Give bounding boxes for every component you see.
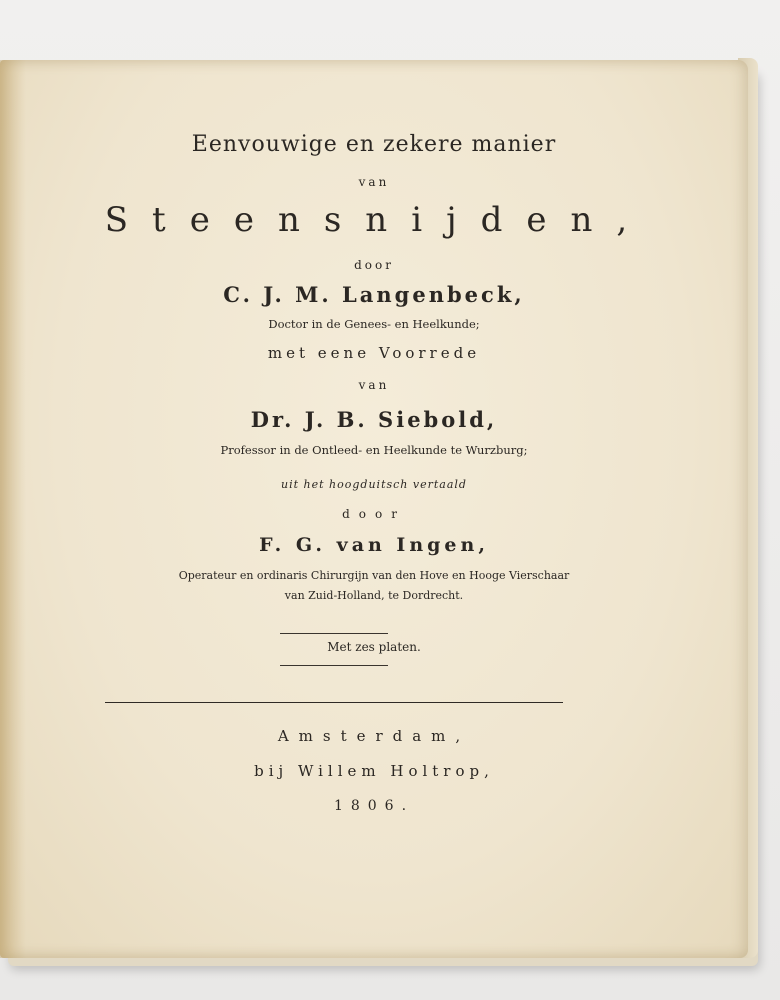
title-line-1: Eenvouwige en zekere manier bbox=[191, 132, 557, 157]
plates-note: Met zes platen. bbox=[327, 640, 421, 654]
plates-rule-bottom bbox=[280, 665, 388, 666]
translator-title-1: Operateur en ordinaris Chirurgijn van den Hove en Hooge Vierschaar bbox=[178, 569, 570, 582]
title-line-door: door bbox=[354, 258, 394, 272]
imprint-year: 1806. bbox=[333, 798, 415, 814]
translator-name: F. G. van Ingen, bbox=[259, 534, 489, 556]
author-title: Doctor in de Genees- en Heelkunde; bbox=[268, 317, 480, 331]
imprint-publisher: bij Willem Holtrop, bbox=[254, 762, 494, 780]
title-page bbox=[0, 60, 748, 958]
translator-title-2: van Zuid-Holland, te Dordrecht. bbox=[284, 589, 464, 602]
title-block bbox=[0, 60, 748, 958]
preface-author: Dr. J. B. Siebold, bbox=[250, 407, 498, 432]
translation-note: uit het hoogduitsch vertaald bbox=[281, 478, 467, 491]
imprint-city: Amsterdam, bbox=[277, 727, 471, 745]
title-line-van: van bbox=[358, 175, 390, 189]
imprint-rule bbox=[105, 702, 563, 703]
preface-van: van bbox=[358, 378, 390, 392]
preface-author-title: Professor in de Ontleed- en Heelkunde te Wurzburg; bbox=[220, 443, 528, 457]
author-name: C. J. M. Langenbeck, bbox=[223, 282, 525, 307]
preface-line: met eene Voorrede bbox=[267, 344, 481, 362]
translator-door: door bbox=[342, 507, 406, 521]
plates-rule-top bbox=[280, 633, 388, 634]
main-title: Steensnijden, bbox=[104, 200, 652, 240]
